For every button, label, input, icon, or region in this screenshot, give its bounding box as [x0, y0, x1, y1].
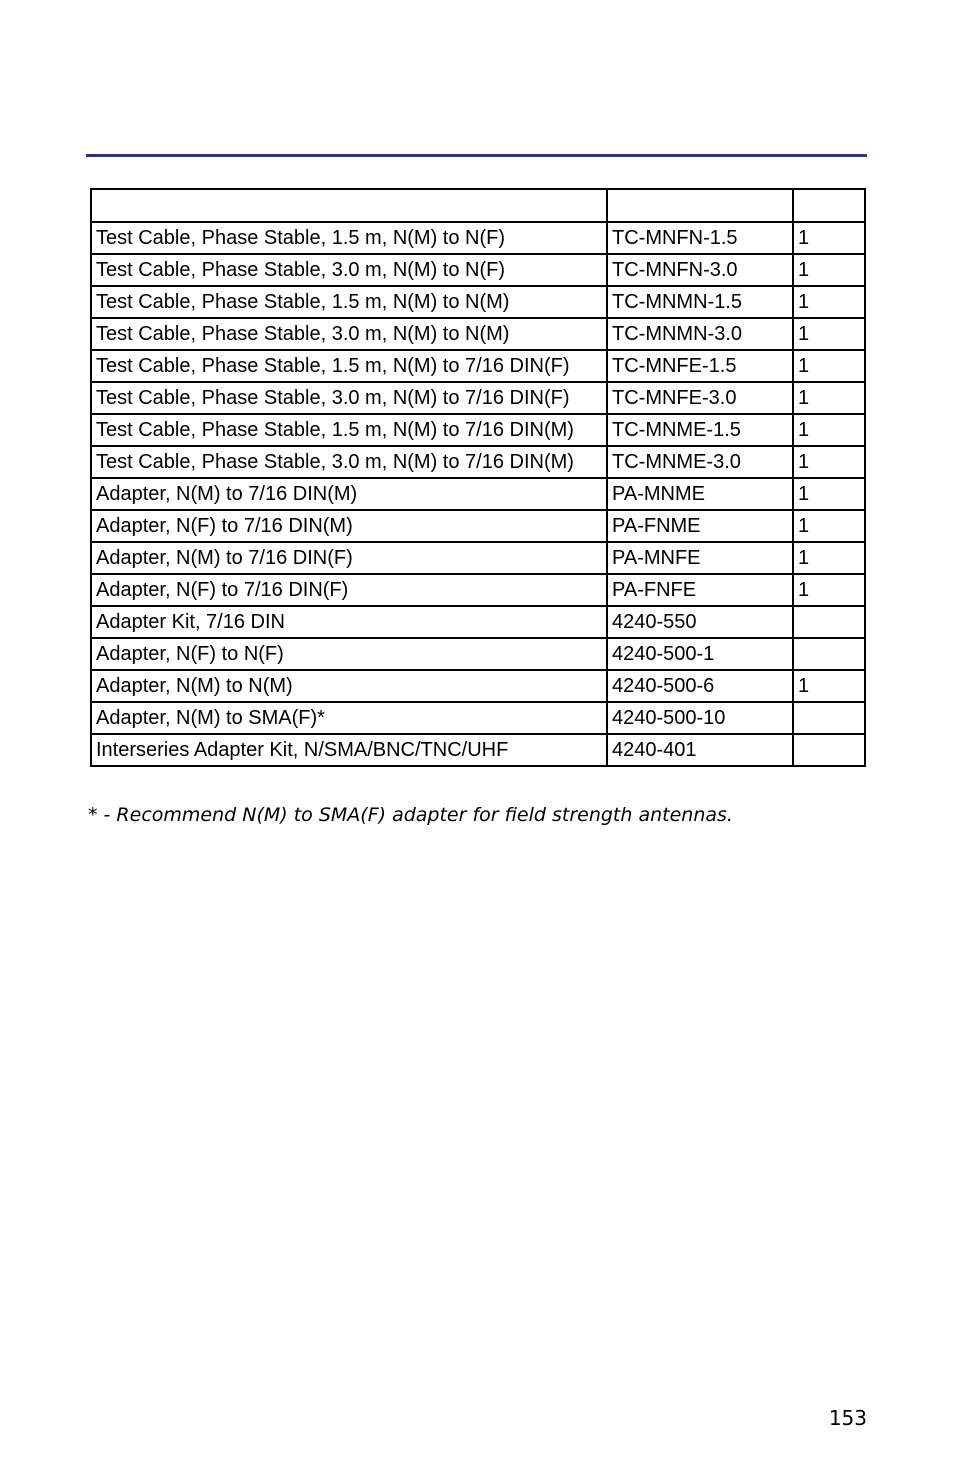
- cell-quantity: 1: [793, 478, 865, 510]
- cell-part-number: 4240-500-6: [607, 670, 793, 702]
- cell-quantity: [793, 734, 865, 766]
- cell-description: Test Cable, Phase Stable, 1.5 m, N(M) to N(F): [91, 222, 607, 254]
- parts-table: [90, 188, 866, 767]
- cell-description: Test Cable, Phase Stable, 1.5 m, N(M) to 7/16 DIN(F): [91, 350, 607, 382]
- cell-description: Adapter, N(M) to 7/16 DIN(F): [91, 542, 607, 574]
- page-number: 153: [828, 1406, 867, 1430]
- cell-part-number: TC-MNME-3.0: [607, 446, 793, 478]
- table-row: [91, 286, 865, 318]
- table-row: [91, 318, 865, 350]
- header-rule: [86, 154, 867, 157]
- cell-quantity: 1: [793, 414, 865, 446]
- table-row: [91, 382, 865, 414]
- cell-part-number: PA-MNFE: [607, 542, 793, 574]
- cell-quantity: [793, 606, 865, 638]
- cell-description: Test Cable, Phase Stable, 3.0 m, N(M) to 7/16 DIN(F): [91, 382, 607, 414]
- cell-description: Adapter Kit, 7/16 DIN: [91, 606, 607, 638]
- cell-part-number: TC-MNMN-3.0: [607, 318, 793, 350]
- table-row: [91, 734, 865, 766]
- table-row: [91, 574, 865, 606]
- table-row: [91, 350, 865, 382]
- cell-description: Adapter, N(F) to N(F): [91, 638, 607, 670]
- table-row: [91, 414, 865, 446]
- cell-part-number: TC-MNFE-3.0: [607, 382, 793, 414]
- cell-description: Adapter, N(M) to SMA(F)*: [91, 702, 607, 734]
- cell-quantity: [793, 702, 865, 734]
- cell-part-number: 4240-500-10: [607, 702, 793, 734]
- header-cell-part: [607, 189, 793, 222]
- cell-part-number: 4240-401: [607, 734, 793, 766]
- cell-quantity: 1: [793, 350, 865, 382]
- cell-part-number: PA-FNME: [607, 510, 793, 542]
- cell-part-number: PA-MNME: [607, 478, 793, 510]
- parts-table-body: [91, 189, 865, 766]
- table-row: [91, 702, 865, 734]
- header-cell-description: [91, 189, 607, 222]
- cell-quantity: 1: [793, 286, 865, 318]
- header-cell-qty: [793, 189, 865, 222]
- cell-part-number: PA-FNFE: [607, 574, 793, 606]
- cell-part-number: TC-MNFN-1.5: [607, 222, 793, 254]
- cell-quantity: 1: [793, 574, 865, 606]
- cell-quantity: [793, 638, 865, 670]
- table-header-row: [91, 189, 865, 222]
- cell-quantity: 1: [793, 510, 865, 542]
- footnote: * - Recommend N(M) to SMA(F) adapter for field strength antennas.: [88, 804, 733, 826]
- cell-part-number: TC-MNMN-1.5: [607, 286, 793, 318]
- cell-part-number: TC-MNFN-3.0: [607, 254, 793, 286]
- cell-description: Test Cable, Phase Stable, 3.0 m, N(M) to 7/16 DIN(M): [91, 446, 607, 478]
- table-row: [91, 478, 865, 510]
- cell-description: Interseries Adapter Kit, N/SMA/BNC/TNC/UHF: [91, 734, 607, 766]
- cell-quantity: 1: [793, 222, 865, 254]
- table-row: [91, 670, 865, 702]
- table-row: [91, 446, 865, 478]
- cell-part-number: 4240-550: [607, 606, 793, 638]
- cell-description: Test Cable, Phase Stable, 1.5 m, N(M) to N(M): [91, 286, 607, 318]
- cell-quantity: 1: [793, 670, 865, 702]
- cell-description: Adapter, N(M) to N(M): [91, 670, 607, 702]
- cell-description: Adapter, N(M) to 7/16 DIN(M): [91, 478, 607, 510]
- table-row: [91, 254, 865, 286]
- cell-quantity: 1: [793, 446, 865, 478]
- cell-description: Test Cable, Phase Stable, 3.0 m, N(M) to N(M): [91, 318, 607, 350]
- cell-part-number: TC-MNFE-1.5: [607, 350, 793, 382]
- cell-description: Adapter, N(F) to 7/16 DIN(F): [91, 574, 607, 606]
- cell-description: Test Cable, Phase Stable, 1.5 m, N(M) to 7/16 DIN(M): [91, 414, 607, 446]
- cell-quantity: 1: [793, 254, 865, 286]
- table-row: [91, 222, 865, 254]
- cell-description: Adapter, N(F) to 7/16 DIN(M): [91, 510, 607, 542]
- table-row: [91, 638, 865, 670]
- cell-part-number: TC-MNME-1.5: [607, 414, 793, 446]
- cell-quantity: 1: [793, 542, 865, 574]
- table-row: [91, 542, 865, 574]
- cell-quantity: 1: [793, 382, 865, 414]
- cell-part-number: 4240-500-1: [607, 638, 793, 670]
- table-row: [91, 606, 865, 638]
- table-row: [91, 510, 865, 542]
- cell-description: Test Cable, Phase Stable, 3.0 m, N(M) to N(F): [91, 254, 607, 286]
- cell-quantity: 1: [793, 318, 865, 350]
